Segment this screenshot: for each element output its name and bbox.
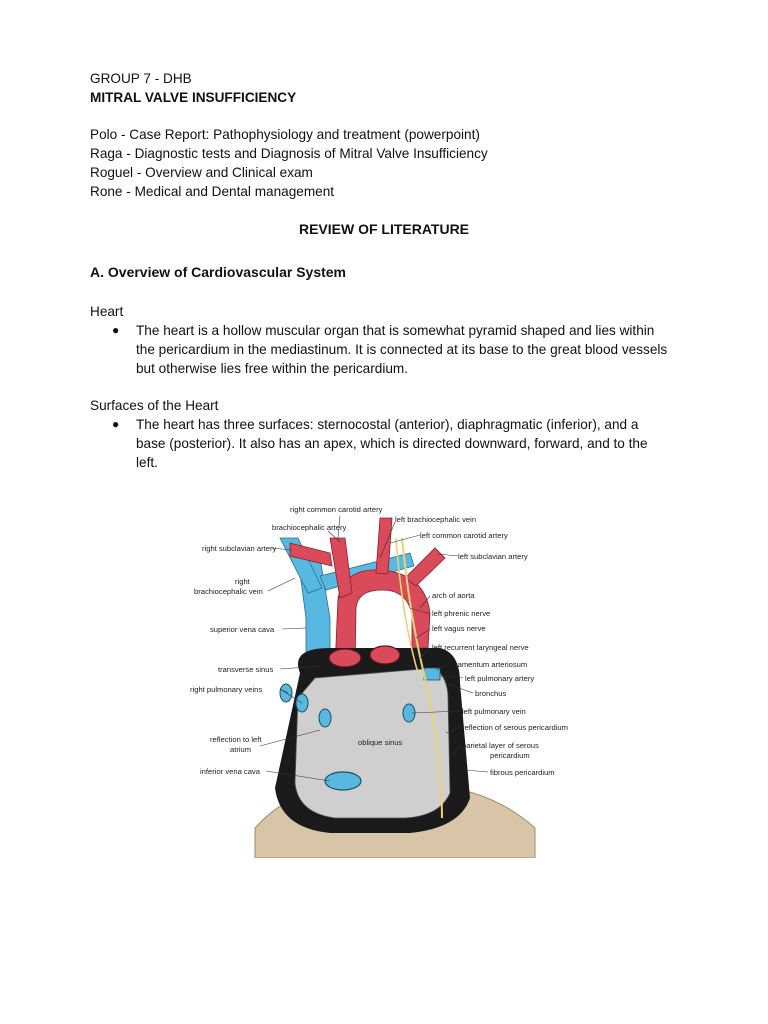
label-arch-of-aorta: arch of aorta: [432, 591, 475, 600]
section-a-heading: A. Overview of Cardiovascular System: [90, 264, 346, 280]
label-bronchus: bronchus: [475, 689, 507, 698]
bullet-line: The heart has three surfaces: sternocostal (anterior), diaphragmatic (inferior), and a: [136, 417, 639, 432]
label-left-recurrent-laryngeal-nerve: left recurrent laryngeal nerve: [432, 643, 529, 652]
label-left-common-carotid-artery: left common carotid artery: [420, 531, 508, 540]
label-reflection-of-serous-pericardium: reflection of serous pericardium: [462, 723, 568, 732]
label-left-brachiocephalic-vein: left brachiocephalic vein: [395, 515, 477, 524]
label-left-subclavian-artery: left subclavian artery: [458, 552, 528, 561]
heart-diagram: [180, 498, 590, 858]
bullet-line: but otherwise lies free within the pericardium.: [136, 361, 409, 376]
bullet-line: The heart is a hollow muscular organ that is somewhat pyramid shaped and lies within: [136, 323, 655, 338]
left-pulmonary-artery-shape: [424, 668, 440, 680]
review-title: REVIEW OF LITERATURE: [298, 221, 470, 237]
bullet-icon: ●: [112, 417, 120, 431]
label-pericardium: pericardium: [490, 751, 530, 760]
assignment-line: Rone - Medical and Dental management: [90, 184, 335, 199]
pulmonary-trunk-cut-shape: [370, 646, 400, 664]
label-fibrous-pericardium: fibrous pericardium: [490, 768, 555, 777]
label-atrium: atrium: [230, 745, 252, 754]
bullet-line: the pericardium in the mediastinum. It is connected at its base to the great blood vessels: [136, 342, 668, 357]
bullet-line: base (posterior). It also has an apex, which is directed downward, forward, and to the: [136, 436, 648, 451]
label-reflection-to-left: reflection to left: [210, 735, 262, 744]
pulmonary-vein-cut-shape: [319, 709, 331, 727]
label-right: right: [235, 577, 250, 586]
label-inferior-vena-cava: inferior vena cava: [200, 767, 260, 776]
label-brachiocephalic-artery: brachiocephalic artery: [272, 523, 347, 532]
heart-bullet: [112, 321, 672, 378]
surfaces-label: Surfaces of the Heart: [90, 398, 219, 413]
label-right-pulmonary-veins: right pulmonary veins: [190, 685, 263, 694]
label-right-common-carotid-artery: right common carotid artery: [290, 505, 383, 514]
document-title: MITRAL VALVE INSUFFICIENCY: [90, 90, 297, 105]
label-left-phrenic-nerve: left phrenic nerve: [432, 609, 491, 618]
assignment-line: Raga - Diagnostic tests and Diagnosis of Mitral Valve Insufficiency: [90, 146, 488, 161]
label-parietal-layer-of-serous: parietal layer of serous: [462, 741, 539, 750]
inferior-vena-cava-cut-shape: [325, 772, 361, 790]
bullet-icon: ●: [112, 323, 120, 337]
label-right-subclavian-artery: right subclavian artery: [202, 544, 277, 553]
label-brachiocephalic-vein: brachiocephalic vein: [194, 587, 263, 596]
label-superior-vena-cava: superior vena cava: [210, 625, 275, 634]
bullet-line: left.: [136, 455, 158, 470]
label-transverse-sinus: transverse sinus: [218, 665, 274, 674]
heart-label: Heart: [90, 304, 124, 319]
label-left-pulmonary-vein: left pulmonary vein: [462, 707, 526, 716]
label-left-vagus-nerve: left vagus nerve: [432, 624, 486, 633]
label-oblique-sinus: oblique sinus: [358, 738, 403, 747]
assignment-line: Roguel - Overview and Clinical exam: [90, 165, 313, 180]
label-left-pulmonary-artery: left pulmonary artery: [465, 674, 535, 683]
brachiocephalic-artery-shape: [330, 538, 352, 598]
group-label: GROUP 7 - DHB: [90, 71, 192, 86]
aorta-cut-shape: [329, 649, 361, 667]
heart-anatomy-figure: [180, 498, 590, 858]
assignment-line: Polo - Case Report: Pathophysiology and treatment (powerpoint): [90, 127, 480, 142]
label-ligamentum-arteriosum: ligamentum arteriosum: [450, 660, 528, 669]
surfaces-bullet: [112, 415, 672, 472]
